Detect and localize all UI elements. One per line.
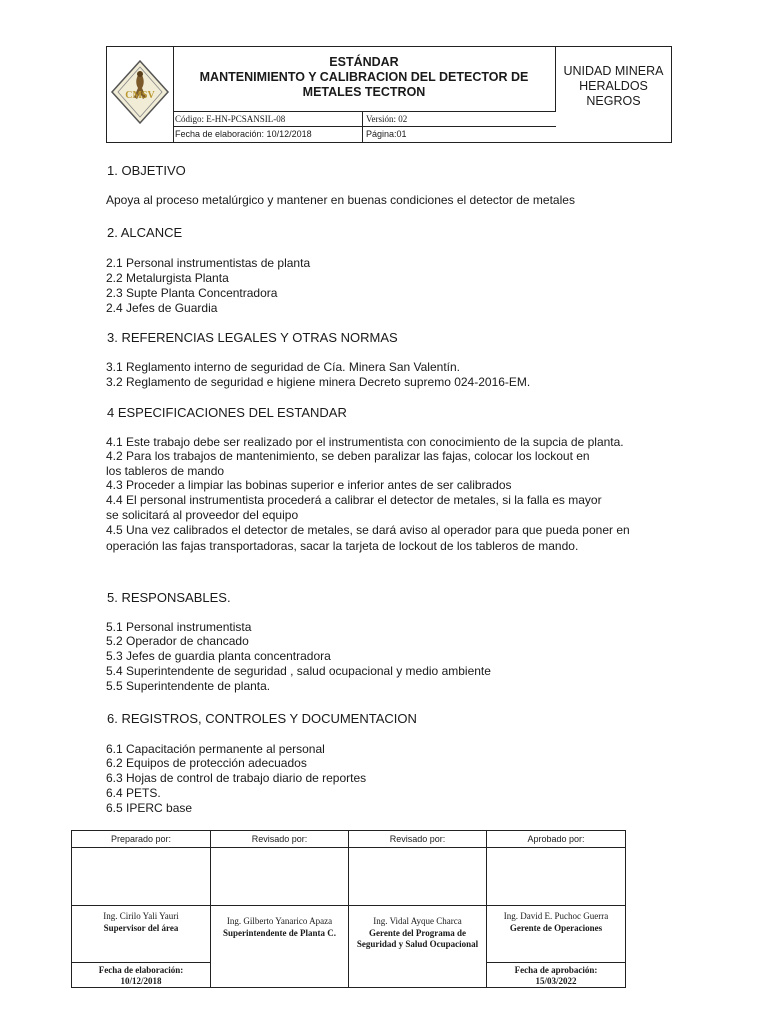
signature-space [349,848,486,906]
signer-name: Ing. David E. Puchoc Guerra [503,911,609,921]
document-code: Código: E-HN-PCSANSIL-08 [173,112,363,126]
section-objetivo-text: Apoya al proceso metalúrgico y mantener en buenas condiciones el detector de metales [106,193,575,207]
section-responsables-title: 5. RESPONSABLES. [107,590,231,605]
unit-line-2: HERALDOS [579,79,648,93]
paragraph-line: los tableros de mando [106,464,225,478]
title-line-2: MANTENIMIENTO Y CALIBRACION DEL DETECTOR DE [199,70,529,84]
section-especificaciones-title: 4 ESPECIFICACIONES DEL ESTANDAR [107,405,347,420]
signer-name: Ing. Vidal Ayque Charca [373,916,462,926]
paragraph-line: operación las fajas transportadoras, sacar la tarjeta de lockout de los tableros de mando. [106,539,579,553]
logo-cell [107,47,174,142]
list-item: 6.5 IPERC base [106,801,193,815]
list-item: 2.3 Supte Planta Concentradora [106,286,278,300]
header-row-date [173,127,556,142]
list-item: 2.1 Personal instrumentistas de planta [106,256,311,270]
signer-role: Gerente de Operaciones [509,923,603,933]
list-item: 5.1 Personal instrumentista [106,620,252,634]
list-item: 5.4 Superintendente de seguridad , salud ocupacional y medio ambiente [106,664,491,678]
signature-space [487,848,625,906]
document-title [173,47,556,111]
section-objetivo-title: 1. OBJETIVO [107,163,186,178]
section-referencias-title: 3. REFERENCIAS LEGALES Y OTRAS NORMAS [107,330,398,345]
unit-name [556,47,671,142]
date-cell: Fecha de aprobación: 15/03/2022 [487,962,625,987]
list-item: 5.2 Operador de chancado [106,634,249,648]
signer-role: Gerente del Programa de Seguridad y Salud Ocupacional [356,928,479,949]
page-number: Página:01 [366,129,407,139]
date-cell: Fecha de elaboración: 10/12/2018 [72,962,210,987]
column-header: Aprobado por: [487,831,625,848]
column-header: Revisado por: [349,831,486,848]
paragraph-line: se solicitará al proveedor del equipo [106,508,299,522]
svg-text:CMSV: CMSV [125,90,155,101]
list-item: 6.3 Hojas de control de trabajo diario de reportes [106,771,367,785]
paragraph-line: 4.2 Para los trabajos de mantenimiento, se deben paralizar las fajas, colocar los lockout en [106,449,590,463]
list-item: 2.2 Metalurgista Planta [106,271,229,285]
document-version: Versión: 02 [366,114,408,124]
paragraph-line: 4.1 Este trabajo debe ser realizado por el instrumentista con conocimiento de la supcia de planta. [106,435,624,449]
signature-space [72,848,210,906]
list-item: 3.2 Reglamento de seguridad e higiene minera Decreto supremo 024-2016-EM. [106,375,531,389]
column-header: Preparado por: [72,831,210,848]
header-row-code [173,111,556,127]
list-item: 6.4 PETS. [106,786,161,800]
section-registros-title: 6. REGISTROS, CONTROLES Y DOCUMENTACION [107,711,417,726]
signature-space [211,848,348,906]
section-alcance-title: 2. ALCANCE [107,225,183,240]
company-logo-icon [107,47,173,142]
signature-column-approved [487,831,625,987]
signature-column-prepared [72,831,211,987]
list-item: 6.1 Capacitación permanente al personal [106,742,325,756]
list-item: 3.1 Reglamento interno de seguridad de Cía. Minera San Valentín. [106,360,460,374]
signature-column-reviewed-1 [211,831,349,987]
list-item: 5.5 Superintendente de planta. [106,679,271,693]
signer-role: Supervisor del área [103,923,179,933]
unit-line-1: UNIDAD MINERA [563,64,664,78]
signature-column-reviewed-2 [349,831,487,987]
signer-role: Superintendente de Planta C. [222,928,336,938]
document-header [106,46,672,143]
title-line-1: ESTÁNDAR [329,55,399,69]
list-item: 2.4 Jefes de Guardia [106,301,218,315]
column-header: Revisado por: [211,831,348,848]
list-item: 5.3 Jefes de guardia planta concentradora [106,649,331,663]
signer-name: Ing. Cirilo Yali Yauri [103,911,179,921]
paragraph-line: 4.5 Una vez calibrados el detector de metales, se dará aviso al operador para que pueda poner en [106,523,630,537]
title-line-3: METALES TECTRON [302,85,426,99]
paragraph-line: 4.4 El personal instrumentista procederá a calibrar el detector de metales, si la falla es mayor [106,493,602,507]
paragraph-line: 4.3 Proceder a limpiar las bobinas superior e inferior antes de ser calibrados [106,478,512,492]
elaboration-date: Fecha de elaboración: 10/12/2018 [173,127,363,142]
unit-line-3: NEGROS [586,94,641,108]
list-item: 6.2 Equipos de protección adecuados [106,756,307,770]
signature-table [71,830,626,988]
signer-name: Ing. Gilberto Yanarico Apaza [226,916,333,926]
